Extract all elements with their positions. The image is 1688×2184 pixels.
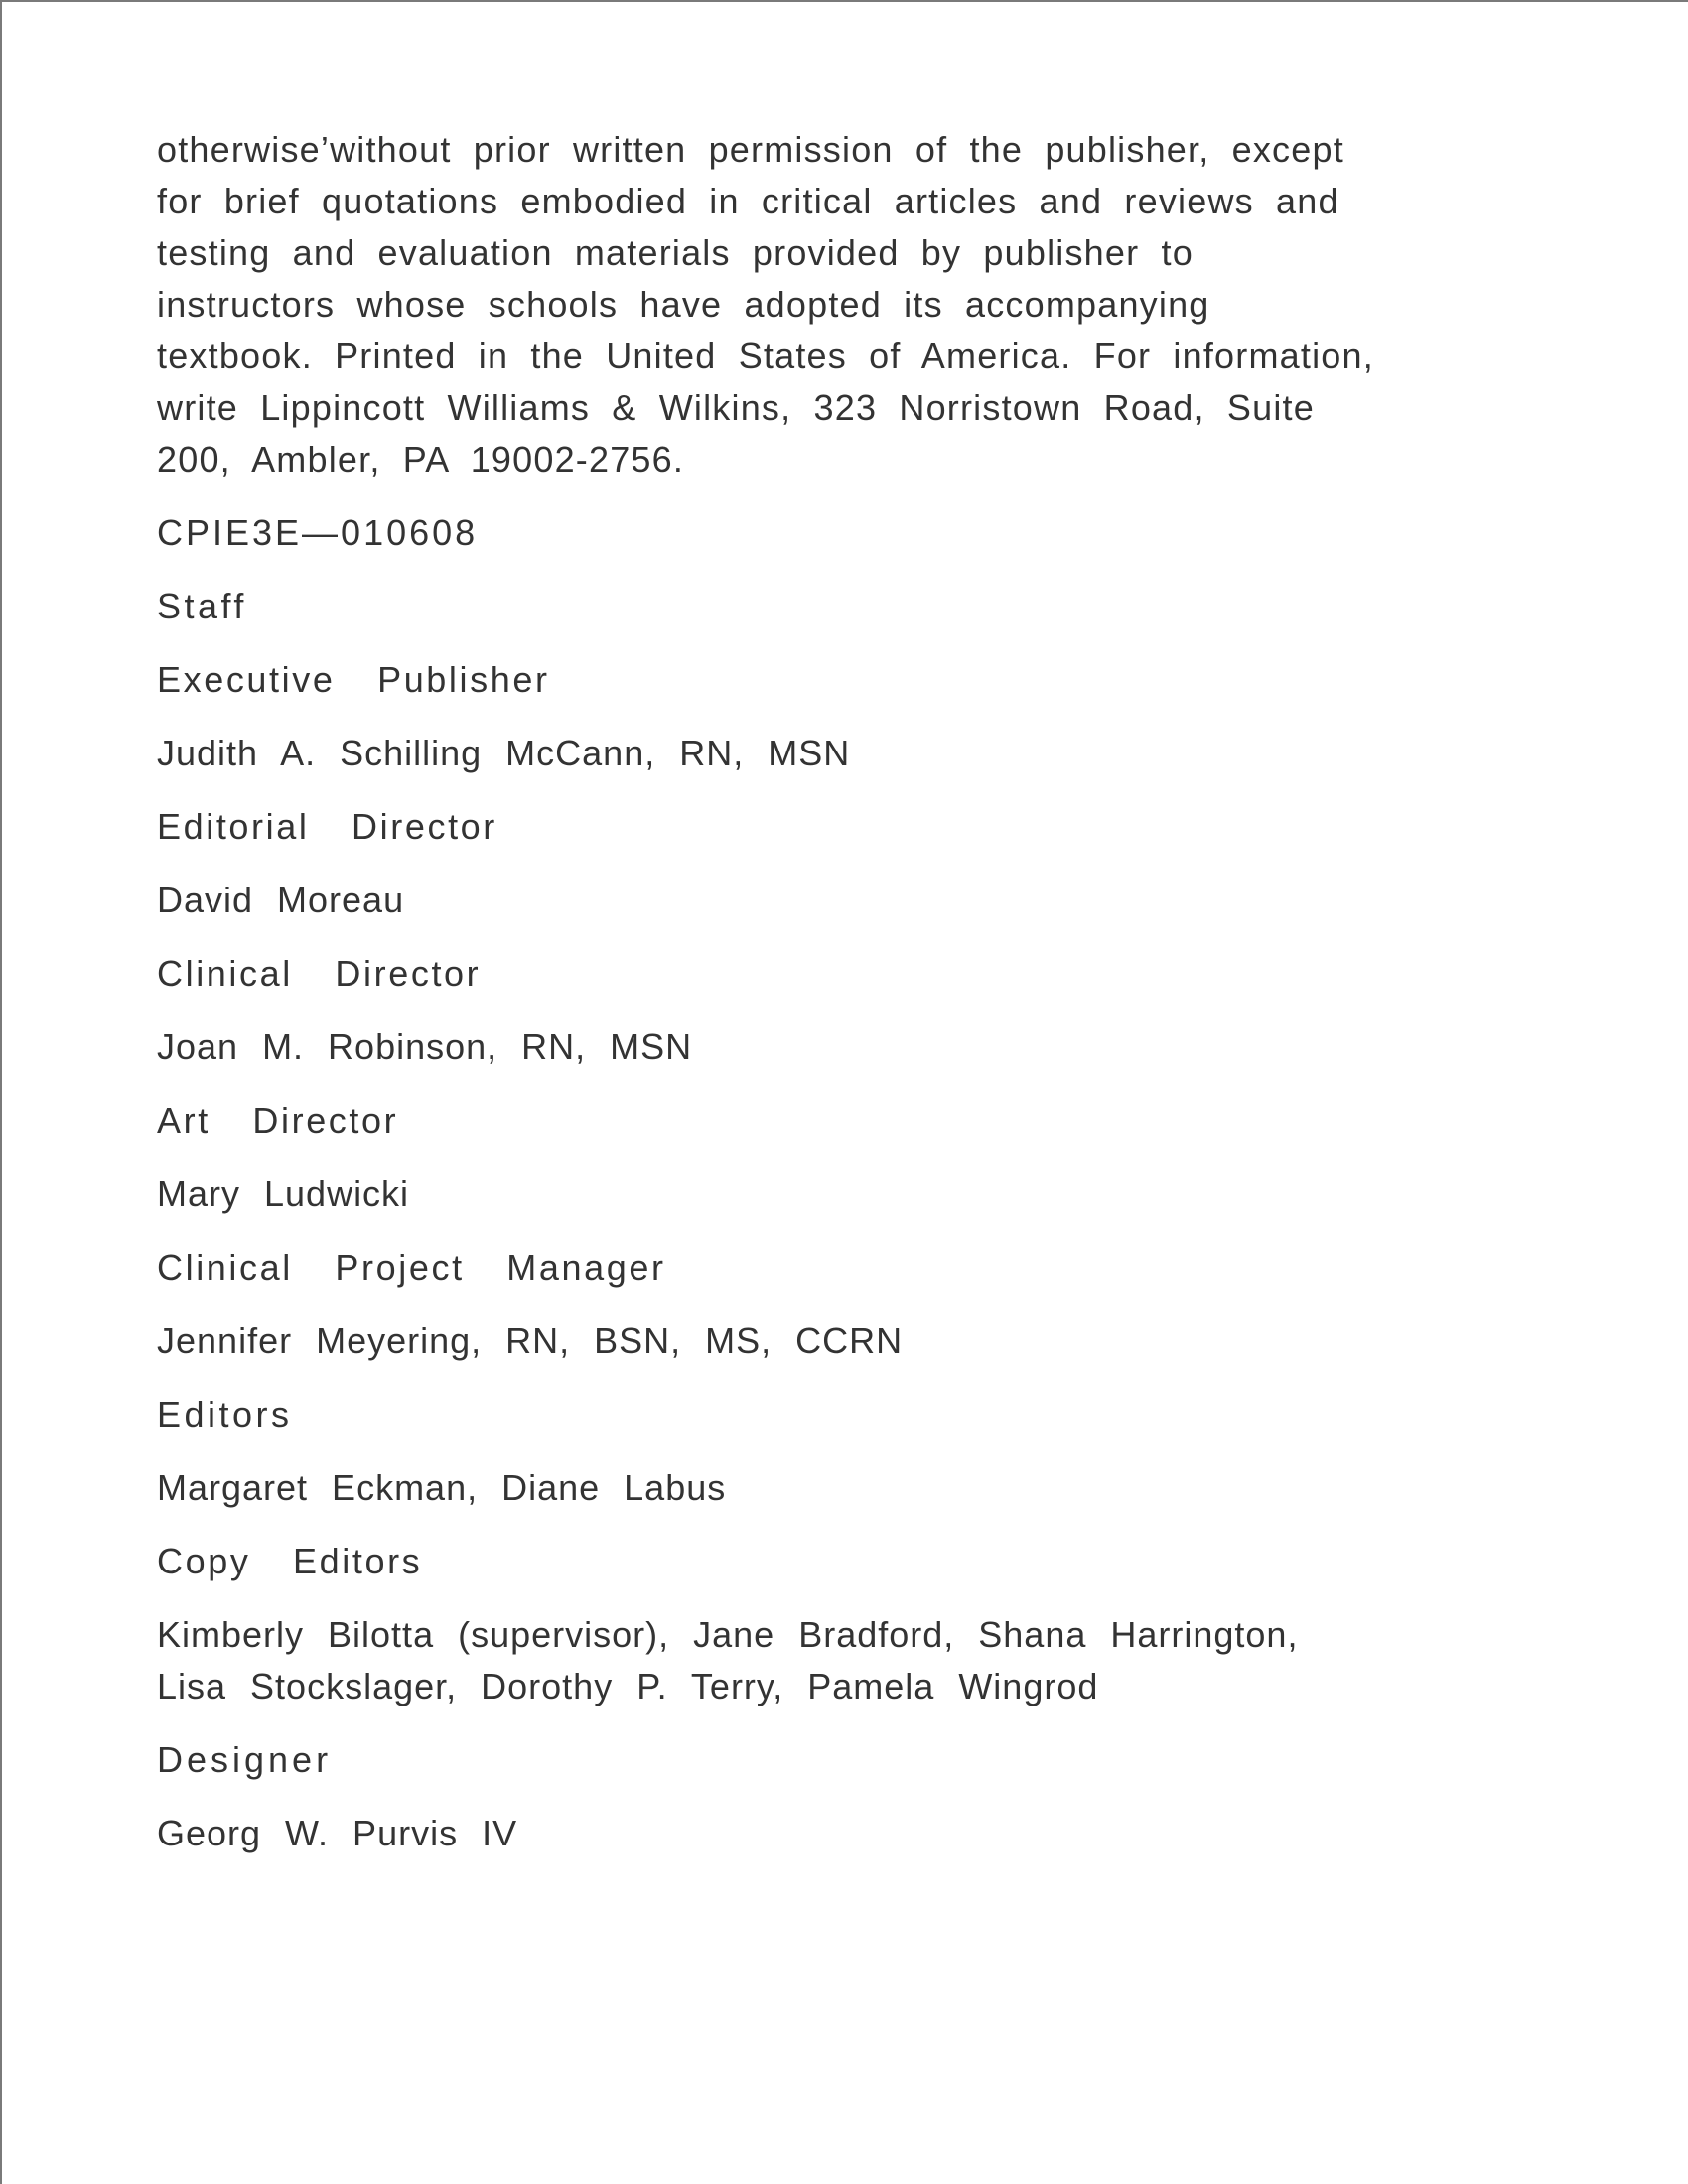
- role-designer: Designer: [157, 1739, 333, 1780]
- paragraph-line: for brief quotations embodied in critical articles and reviews and: [157, 181, 1339, 221]
- role-clinical-project-manager: Clinical Project Manager: [157, 1247, 666, 1288]
- paragraph-line: textbook. Printed in the United States of America. For information,: [157, 336, 1374, 376]
- name-editorial-director: David Moreau: [157, 880, 405, 920]
- paragraph-line: 200, Ambler, PA 19002-2756.: [157, 439, 685, 479]
- role-copy-editors: Copy Editors: [157, 1541, 423, 1581]
- paragraph-line: instructors whose schools have adopted its accompanying: [157, 284, 1210, 325]
- copy-editors-line: Lisa Stockslager, Dorothy P. Terry, Pamela Wingrod: [157, 1666, 1099, 1706]
- copyright-paragraph: [157, 124, 1547, 485]
- paragraph-line: testing and evaluation materials provided by publisher to: [157, 232, 1194, 273]
- name-copy-editors: [157, 1609, 1547, 1712]
- name-designer: Georg W. Purvis IV: [157, 1813, 518, 1853]
- name-executive-publisher: Judith A. Schilling McCann, RN, MSN: [157, 733, 851, 773]
- name-clinical-project-manager: Jennifer Meyering, RN, BSN, MS, CCRN: [157, 1320, 904, 1361]
- staff-title: Staff: [157, 586, 247, 626]
- paragraph-line: write Lippincott Williams & Wilkins, 323 Norristown Road, Suite: [157, 387, 1315, 428]
- role-art-director: Art Director: [157, 1100, 399, 1141]
- catalog-code: CPIE3E—010608: [157, 512, 479, 553]
- copy-editors-line: Kimberly Bilotta (supervisor), Jane Bradford, Shana Harrington,: [157, 1614, 1299, 1655]
- role-editorial-director: Editorial Director: [157, 806, 497, 847]
- role-editors: Editors: [157, 1394, 293, 1434]
- document-page: [157, 124, 1547, 1881]
- name-editors: Margaret Eckman, Diane Labus: [157, 1467, 727, 1508]
- paragraph-line: otherwise’without prior written permission of the publisher, except: [157, 129, 1344, 170]
- name-clinical-director: Joan M. Robinson, RN, MSN: [157, 1026, 693, 1067]
- name-art-director: Mary Ludwicki: [157, 1173, 410, 1214]
- role-executive-publisher: Executive Publisher: [157, 659, 550, 700]
- role-clinical-director: Clinical Director: [157, 953, 482, 994]
